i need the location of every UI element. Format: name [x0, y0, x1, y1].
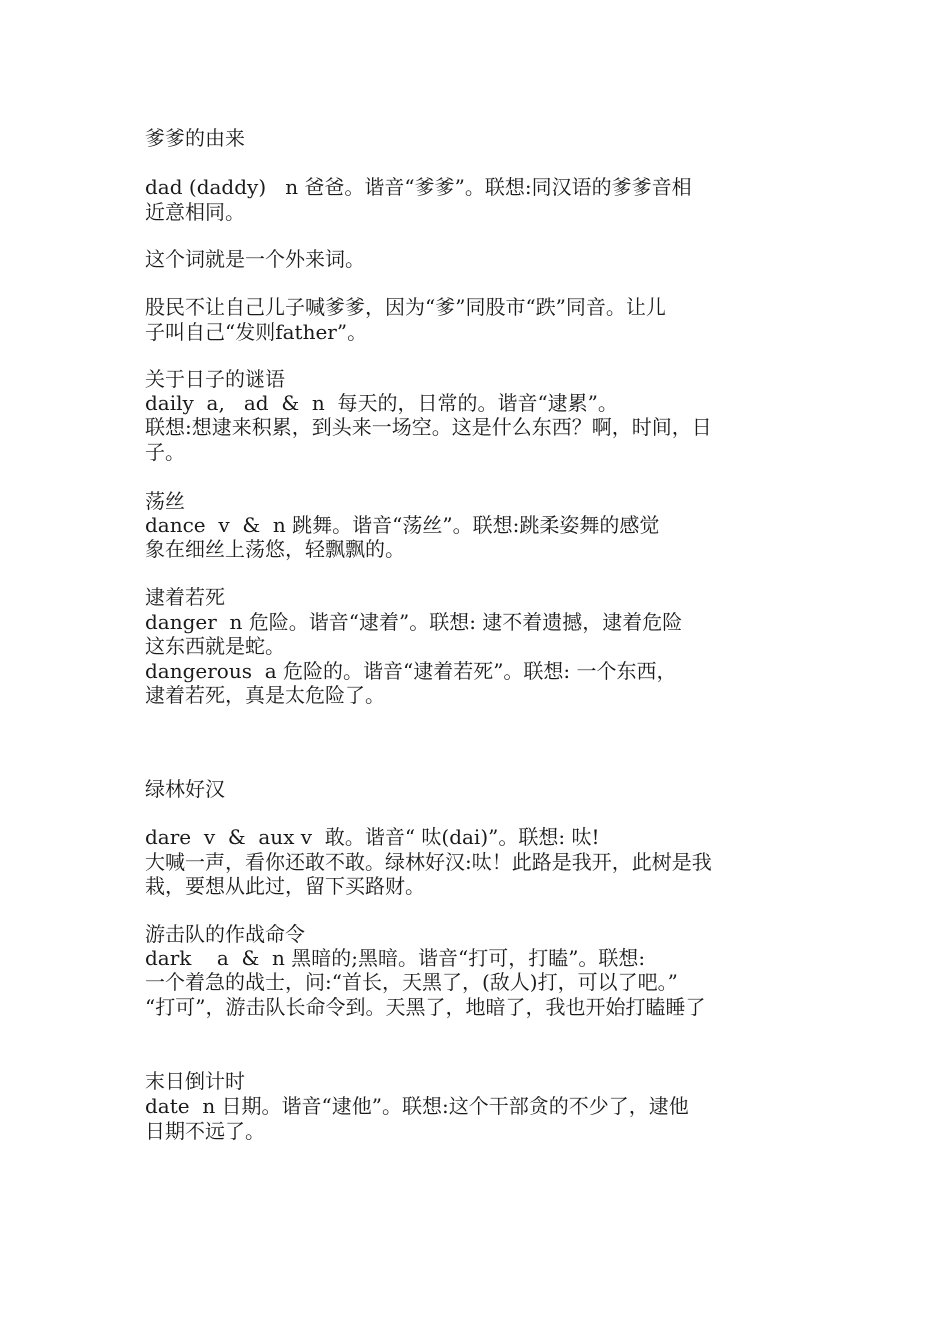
- heading-dad: 爹爹的由来: [145, 126, 245, 150]
- entry-dangerous-line-2: 逮着若死，真是太危险了。: [145, 683, 385, 707]
- paragraph-stock-line-2: 子叫自己“发则father”。: [145, 320, 368, 344]
- entry-dare-line-1: dare v & aux v 敢。谐音“ 呔(dai)”。联想: 呔!: [145, 825, 600, 849]
- entry-danger-line-2: 这东西就是蛇。: [145, 634, 285, 658]
- entry-danger-line-1: danger n 危险。谐音“逮着”。联想: 逮不着遗撼，逮着危险: [145, 610, 683, 634]
- entry-date-line-1: date n 日期。谐音“逮他”。联想:这个干部贪的不少了，逮他: [145, 1094, 689, 1118]
- entry-daily-line-1: daily a, ad & n 每天的，日常的。谐音“逮累”。: [145, 391, 618, 415]
- heading-danger: 逮着若死: [145, 585, 225, 609]
- paragraph-stock-line-1: 股民不让自己儿子喊爹爹，因为“爹”同股市“跌”同音。让儿: [145, 295, 666, 319]
- entry-dare-line-2: 大喊一声，看你还敢不敢。绿林好汉:呔！此路是我开，此树是我: [145, 850, 712, 874]
- heading-date: 末日倒计时: [145, 1069, 245, 1093]
- entry-dark-line-1: dark a & n 黑暗的;黑暗。谐音“打可，打瞌”。联想:: [145, 946, 646, 970]
- entry-dad-line-1: dad (daddy) n 爸爸。谐音“爹爹”。联想:同汉语的爹爹音相: [145, 175, 692, 199]
- entry-dance-line-1: dance v & n 跳舞。谐音“荡丝”。联想:跳柔姿舞的感觉: [145, 513, 660, 537]
- heading-dance: 荡丝: [145, 489, 185, 513]
- entry-daily-line-2: 联想:想逮来积累，到头来一场空。这是什么东西？啊，时间，日: [145, 415, 712, 439]
- entry-dangerous-line-1: dangerous a 危险的。谐音“逮着若死”。联想: 一个东西，: [145, 659, 677, 683]
- heading-dark: 游击队的作战命令: [145, 922, 305, 946]
- entry-dark-line-3: “打可”，游击队长命令到。天黑了，地暗了，我也开始打瞌睡了: [145, 995, 706, 1019]
- entry-date-line-2: 日期不远了。: [145, 1119, 265, 1143]
- entry-dark-line-2: 一个着急的战士，问:“首长，天黑了，(敌人)打，可以了吧。”: [145, 970, 678, 994]
- entry-dance-line-2: 象在细丝上荡悠，轻飘飘的。: [145, 537, 405, 561]
- heading-daily: 关于日子的谜语: [145, 367, 285, 391]
- entry-daily-line-3: 子。: [145, 440, 185, 464]
- paragraph-loanword: 这个词就是一个外来词。: [145, 247, 365, 271]
- entry-dare-line-3: 栽，要想从此过，留下买路财。: [145, 874, 425, 898]
- entry-dad-line-2: 近意相同。: [145, 200, 245, 224]
- heading-dare: 绿林好汉: [145, 777, 225, 801]
